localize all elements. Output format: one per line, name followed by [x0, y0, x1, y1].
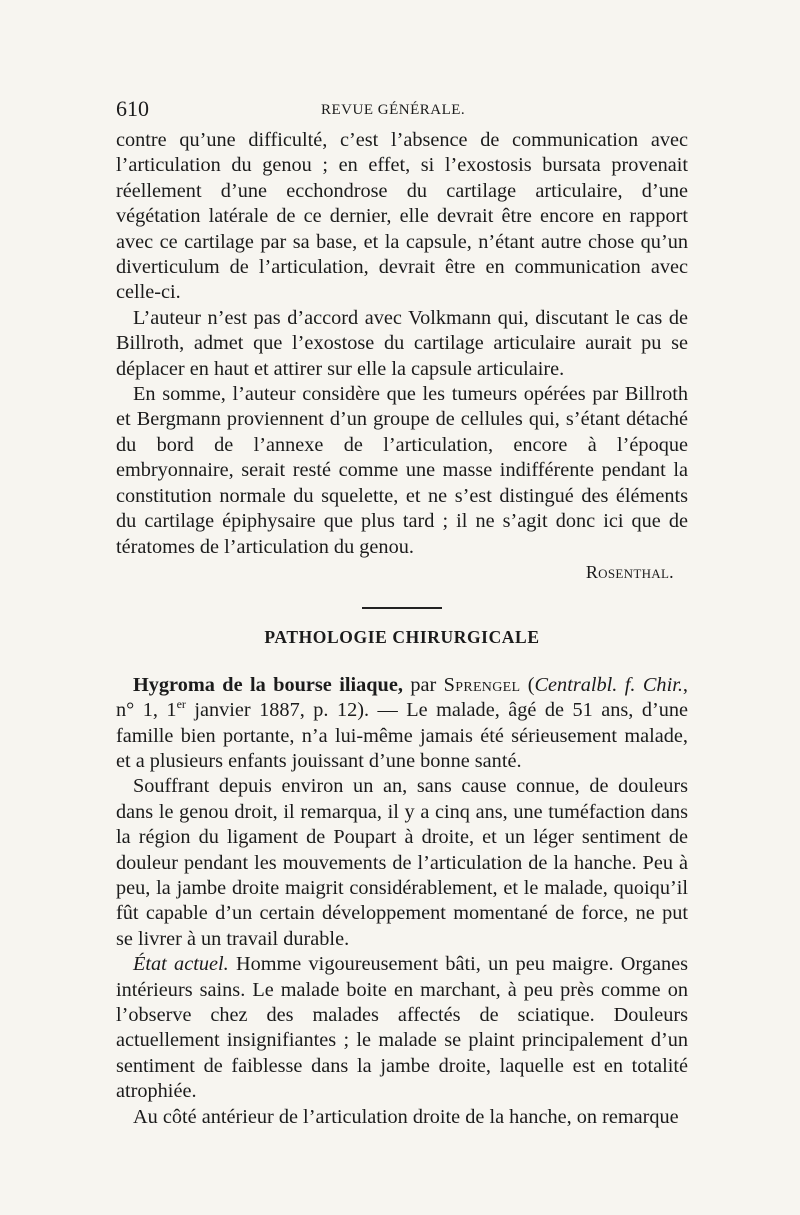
- paragraph-continuation: contre qu’une difficulté, c’est l’absence de communication avec l’articulation du genou ; en effet, si l’exostosis bursata provenait réellement d’une ecchondrose du cartilage articulaire, d’une végétation latérale de ce dernier, elle devrait être encore en rapport avec ce cartilage par sa base, et la capsule, n’étant autre chose qu’un diverticulum de l’articulation, devrait être en communication avec celle-ci.: [116, 129, 688, 304]
- article-ref-sup: er: [176, 697, 186, 712]
- body-text: [116, 128, 688, 1130]
- article-ref-date: janvier 1887, p. 12).: [185, 699, 370, 722]
- paragraph-volkmann: L’auteur n’est pas d’accord avec Volkmann qui, discutant le cas de Billroth, admet que l’exostose du cartilage articulaire aurait pu se déplacer en haut et attirer sur elle la capsule articulaire.: [116, 306, 688, 380]
- author-signature: Rosenthal.: [585, 561, 674, 582]
- paragraph-etat-actuel: [116, 952, 688, 1104]
- article-by: par: [402, 673, 444, 696]
- article-ref-open: (: [520, 673, 535, 696]
- article-intro-text: — Le malade, âgé de 51 ans, d’une famille bien portante, n’a lui-même jamais été sérieusement malade, et a plusieurs enfants jouissant d’une bonne santé.: [116, 699, 688, 772]
- paragraph-final: Au côté antérieur de l’articulation droite de la hanche, on remarque: [133, 1105, 679, 1128]
- article-author: Sprengel: [443, 673, 521, 696]
- article-ref-num: , n° 1, 1: [116, 673, 688, 722]
- section-divider: [362, 607, 442, 609]
- running-head: REVUE GÉNÉRALE.: [321, 102, 466, 118]
- etat-actuel-label: État actuel.: [133, 953, 229, 976]
- article-title: Hygroma de la bourse iliaque,: [133, 673, 403, 696]
- article-intro-paragraph: [116, 673, 688, 775]
- paragraph-history: Souffrant depuis environ un an, sans cause connue, de douleurs dans le genou droit, il remarqua, il y a cinq ans, une tuméfaction dans la région du ligament de Poupart à droite, et un léger sentiment de douleur pendant les mouvements de l’articulation de la hanche. Peu à peu, la jambe droite maigrit considérablement, et le malade, quoiqu’il fût capable d’un certain développement momentané de force, ne put se livrer à un travail durable.: [116, 775, 688, 950]
- section-heading: PATHOLOGIE CHIRURGICALE: [264, 627, 540, 648]
- page-header: [116, 96, 688, 122]
- etat-actuel-text: Homme vigoureusement bâti, un peu maigre. Organes intérieurs sains. Le malade boite en marchant, à peu près comme on l’observe chez des malades affectés de sciatique. Douleurs actuellement insignifiantes ; le malade se plaint principalement d’un sentiment de faiblesse dans la jambe droite, laquelle est en totalité atrophiée.: [116, 953, 688, 1103]
- article-journal: Centralbl. f. Chir.: [534, 673, 683, 696]
- paragraph-conclusion: En somme, l’auteur considère que les tumeurs opérées par Billroth et Bergmann proviennent d’un groupe de cellules qui, s’étant détaché du bord de l’annexe de l’articulation, encore à l’époque embryonnaire, serait resté comme une masse indifférente pendant la constitution normale du squelette, et ne s’est distingué des éléments du cartilage épiphysaire que plus tard ; il ne s’agit donc ici que de tératomes de l’articulation du genou.: [116, 383, 688, 558]
- page-number: 610: [116, 96, 149, 121]
